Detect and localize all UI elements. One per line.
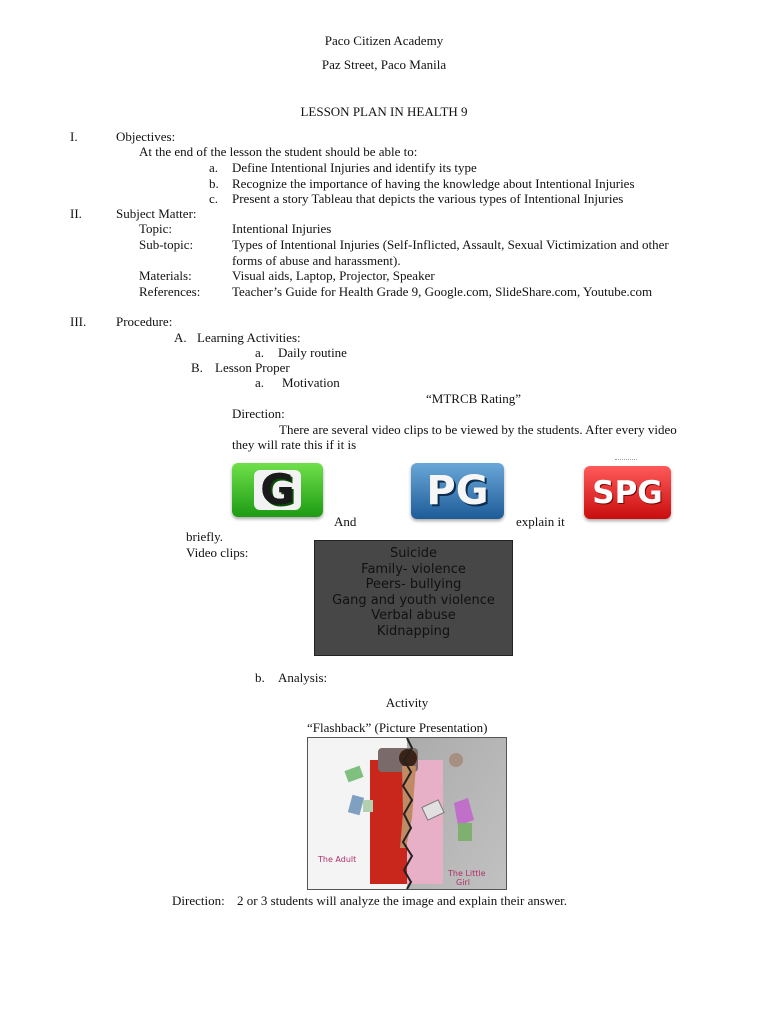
flashback-picture [307, 737, 507, 890]
procedure-b-sub-letter: a. [255, 375, 265, 390]
subject-value: Intentional Injuries [232, 221, 332, 236]
objective-letter: a. [209, 160, 219, 175]
video-clip-item: Gang and youth violence [332, 592, 495, 608]
rating-spg-label: SPG [592, 474, 663, 511]
direction-text-continued: they will rate this if it is [232, 437, 357, 452]
rating-spg-badge [584, 466, 671, 519]
briefly-text: briefly. [186, 529, 224, 544]
picture-label-right-2: Girl [456, 878, 470, 887]
subject-label: References: [139, 284, 201, 299]
objectives-intro: At the end of the lesson the student should be able to: [139, 144, 418, 159]
section-3-heading: Procedure: [116, 314, 173, 329]
section-1-number: I. [70, 129, 78, 144]
school-name: Paco Citizen Academy [324, 33, 444, 48]
school-address: Paz Street, Paco Manila [321, 57, 447, 72]
rating-pg-label: PG [426, 468, 489, 514]
objective-letter: c. [209, 191, 219, 206]
explain-text: explain it [516, 514, 565, 529]
video-clip-item: Peers- bullying [365, 577, 462, 593]
and-text: And [334, 514, 357, 529]
procedure-a-sub-text: Daily routine [278, 345, 347, 360]
direction-label: Direction: [232, 406, 285, 421]
objective-text: Recognize the importance of having the knowledge about Intentional Injuries [232, 176, 635, 191]
video-clip-item: Kidnapping [376, 623, 451, 639]
video-clip-item: Verbal abuse [371, 608, 456, 624]
analysis-text: Analysis: [278, 670, 328, 685]
rating-g-badge [232, 463, 323, 517]
lesson-title: LESSON PLAN IN HEALTH 9 [300, 104, 468, 119]
video-clip-item: Family- violence [361, 561, 466, 577]
flashback-illustration [308, 738, 506, 889]
video-clips-label: Video clips: [186, 545, 249, 560]
subject-value: Types of Intentional Injuries (Self-Inflicted, Assault, Sexual Victimization and other [232, 237, 669, 252]
flashback-title: “Flashback” (Picture Presentation) [307, 720, 488, 735]
picture-label-right-1: The Little [448, 869, 486, 878]
objective-text: Define Intentional Injuries and identify its type [232, 160, 477, 175]
subject-value: Teacher’s Guide for Health Grade 9, Google.com, SlideShare.com, Youtube.com [232, 284, 653, 299]
final-direction-label: Direction: [172, 893, 225, 908]
procedure-a-text: Learning Activities: [197, 330, 301, 345]
section-3-number: III. [70, 314, 87, 329]
picture-label-left: The Adult [318, 855, 357, 864]
section-2-number: II. [70, 206, 82, 221]
section-1-heading: Objectives: [116, 129, 176, 144]
activity-label: Activity [385, 695, 429, 710]
section-2-heading: Subject Matter: [116, 206, 197, 221]
subject-value: Visual aids, Laptop, Projector, Speaker [232, 268, 435, 283]
procedure-b-text: Lesson Proper [215, 360, 290, 375]
direction-text: There are several video clips to be viewed by the students. After every video [279, 422, 677, 437]
video-clip-item: Suicide [389, 546, 438, 561]
analysis-letter: b. [255, 670, 265, 685]
objective-text: Present a story Tableau that depicts the various types of Intentional Injuries [232, 191, 624, 206]
video-clips-box [314, 540, 513, 656]
procedure-a-label: A. [174, 330, 187, 345]
subject-label: Sub-topic: [139, 237, 194, 252]
subject-label: Topic: [139, 221, 173, 236]
spg-dots [615, 459, 637, 463]
rating-g-label: G [254, 470, 300, 510]
subject-value-continued: forms of abuse and harassment). [232, 253, 401, 268]
activity-title: “MTRCB Rating” [426, 391, 521, 406]
final-direction-text: 2 or 3 students will analyze the image and explain their answer. [237, 893, 567, 908]
rating-pg-badge [411, 463, 504, 519]
procedure-b-sub-text: Motivation [282, 375, 340, 390]
procedure-b-label: B. [191, 360, 203, 375]
procedure-a-sub-letter: a. [255, 345, 265, 360]
objective-letter: b. [209, 176, 219, 191]
subject-label: Materials: [139, 268, 192, 283]
